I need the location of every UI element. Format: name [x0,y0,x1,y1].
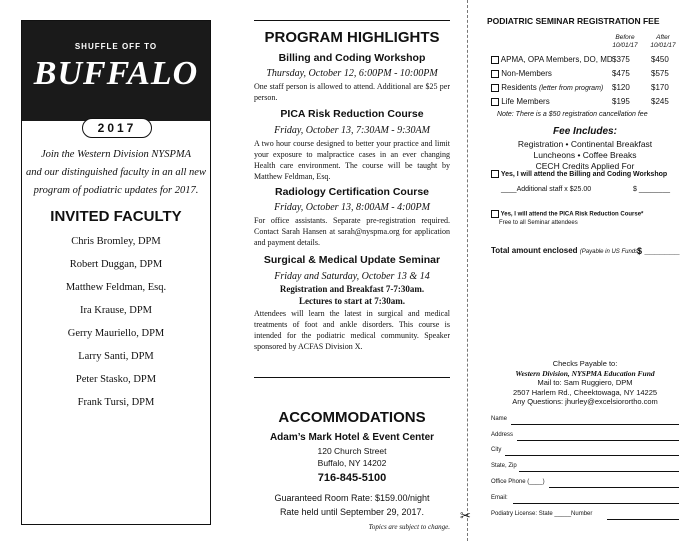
fee-row[interactable] [491,83,683,92]
field-label: Name [491,416,508,422]
fee-before: $120 [612,83,630,92]
payee: Western Division, NYSPMA Education Fund [515,368,655,378]
faculty-name: Matthew Feldman, Esq. [65,282,167,293]
after-label: After [656,34,670,41]
checkbox[interactable] [491,98,499,106]
field-label: State, Zip [491,463,517,469]
address-field[interactable] [517,440,679,441]
total-note: (Payable in US Funds) [579,249,641,255]
hotel-phone: 716-845-5100 [317,472,387,484]
field-label: City [491,447,502,453]
city-field[interactable] [505,455,679,456]
pica-free-note: Free to all Seminar attendees [499,220,578,226]
program-title: PROGRAM HIGHLIGHTS [264,29,440,46]
fee-before: $475 [612,69,630,78]
section-date: Thursday, October 12, 6:00PM - 10:00PM [266,68,438,79]
checkbox[interactable] [491,210,499,218]
additional-staff[interactable]: ____Additional staff x $25.00 [501,186,592,193]
hotel-city: Buffalo, NY 14202 [317,458,387,468]
registration-time: Registration and Breakfast 7-7:30am. [279,284,425,294]
cover-panel [21,20,211,525]
section-title: Radiology Certification Course [274,186,430,198]
fee-label: Life Members [501,97,550,106]
checks-payable: Checks Payable to: [552,359,618,368]
total-amount[interactable] [491,246,640,255]
total-label: Total amount enclosed [491,246,578,255]
banner [22,21,210,121]
staff-amount[interactable]: $ ________ [633,186,670,193]
mail-to: Mail to: Sam Ruggiero, DPM [537,378,633,387]
section-date: Friday, October 13, 8:00AM - 4:00PM [274,202,430,213]
fee-after: $245 [651,97,669,106]
before-date: 10/01/17 [612,42,638,49]
checkbox[interactable] [491,170,499,178]
includes-list [487,139,683,172]
field-label: Podiatry License: State _____Number [491,511,593,517]
fee-label: Residents [501,83,537,92]
name-field[interactable] [511,424,679,425]
billing-option-label: Yes, I will attend the Billing and Coding Workshop [500,170,668,178]
after-date: 10/01/17 [650,42,676,49]
fee-row[interactable] [491,97,683,106]
field-label: Email: [491,495,508,501]
after-header [643,34,683,50]
banner-title: BUFFALO [33,55,199,92]
include-item: CECH Credits Applied For [535,161,635,171]
fee-label: Non-Members [501,69,552,78]
faculty-name: Robert Duggan, DPM [69,259,163,270]
faculty-title: INVITED FACULTY [50,208,182,225]
divider [254,20,450,21]
field-label: Address [491,432,514,438]
room-rate: Guaranteed Room Rate: $159.00/night [274,493,430,503]
section-date: Friday and Saturday, October 13 & 14 [274,271,430,282]
state-zip-field[interactable] [519,471,679,472]
faculty-name: Larry Santi, DPM [78,351,154,362]
lecture-time: Lectures to start at 7:30am. [298,296,406,306]
banner-subtitle: SHUFFLE OFF TO [74,42,158,51]
faculty-name: Ira Krause, DPM [79,305,153,316]
intro-line: and our distinguished faculty in an all new [26,167,206,178]
total-dollar[interactable]: $ _______ [637,246,680,256]
fee-after: $170 [651,83,669,92]
section-text: One staff person is allowed to attend. Additional are $25 per person. [254,82,450,102]
registration-panel [487,14,683,534]
cut-line [467,0,468,541]
payment-info [487,359,683,407]
fee-before: $195 [612,97,630,106]
intro-line: Join the Western Division NYSPMA [40,149,192,160]
fee-after: $575 [651,69,669,78]
section-text: Attendees will learn the latest in surgical and medical treatments of foot and ankle disorders. This course is intended for the podiatric medical community. Speaker sponsored by ACFAS Division X. [254,309,450,351]
registration-title: PODIATRIC SEMINAR REGISTRATION FEE [487,16,660,26]
intro-line: program of podiatric updates for 2017. [33,185,199,196]
divider [254,377,450,378]
fee-row[interactable] [491,69,683,78]
section-title: Surgical & Medical Update Seminar [263,254,441,266]
hotel-name: Adam’s Mark Hotel & Event Center [269,432,435,443]
program-panel [254,20,450,531]
section-title: Billing and Coding Workshop [278,52,426,64]
billing-option[interactable] [491,170,667,178]
email-field[interactable] [513,503,679,504]
faculty-name: Chris Bromley, DPM [71,236,161,247]
checkbox[interactable] [491,84,499,92]
accommodations-title: ACCOMMODATIONS [278,409,426,426]
license-field[interactable] [607,519,679,520]
office-phone-field[interactable] [549,487,679,488]
checkbox[interactable] [491,70,499,78]
fee-note: (letter from program) [539,85,604,92]
before-header [605,34,645,50]
faculty-name: Frank Tursi, DPM [77,397,155,408]
pica-option[interactable] [491,210,643,218]
section-title: PICA Risk Reduction Course [280,108,424,120]
faculty-name: Peter Stasko, DPM [75,374,157,385]
fee-before: $375 [612,55,630,64]
section-text: A two hour course designed to better your practice and limit your exposure to malpractice cases in an ever changing Health care environment. The course will be taught by Matthew Feldman, Esq. [254,139,450,181]
faculty-name: Gerry Mauriello, DPM [67,328,165,339]
scissors-icon: ✂ [460,508,471,523]
include-item: Luncheons • Coffee Breaks [533,150,637,160]
includes-title: Fee Includes: [553,126,617,137]
questions-contact: Any Questions: jhurley@excelsiorortho.com [512,397,658,406]
topics-note: Topics are subject to change. [368,523,450,531]
fee-label: APMA, OPA Members, DO, MD [500,55,613,64]
intro-text [22,146,210,200]
before-label: Before [615,34,635,41]
cancellation-note: Note: There is a $50 registration cancellation fee [497,111,648,118]
fee-row[interactable] [491,55,683,64]
section-text: For office assistants. Separate pre-registration required. Contact Sarah Hansen at sarah@nyspma.org for application and payment details. [254,216,450,247]
mail-address: 2507 Harlem Rd., Cheektowaga, NY 14225 [512,387,658,397]
field-label: Office Phone (____) [491,479,545,485]
fee-after: $450 [651,55,669,64]
rate-held: Rate held until September 29, 2017. [279,507,425,517]
include-item: Registration • Continental Breakfast [517,139,653,149]
pica-option-label: Yes, I will attend the PICA Risk Reduction Course* [500,211,644,218]
year-badge: 2017 [82,118,152,138]
checkbox[interactable] [491,56,499,64]
section-date: Friday, October 13, 7:30AM - 9:30AM [274,125,430,136]
hotel-address: 120 Church Street [317,446,387,456]
